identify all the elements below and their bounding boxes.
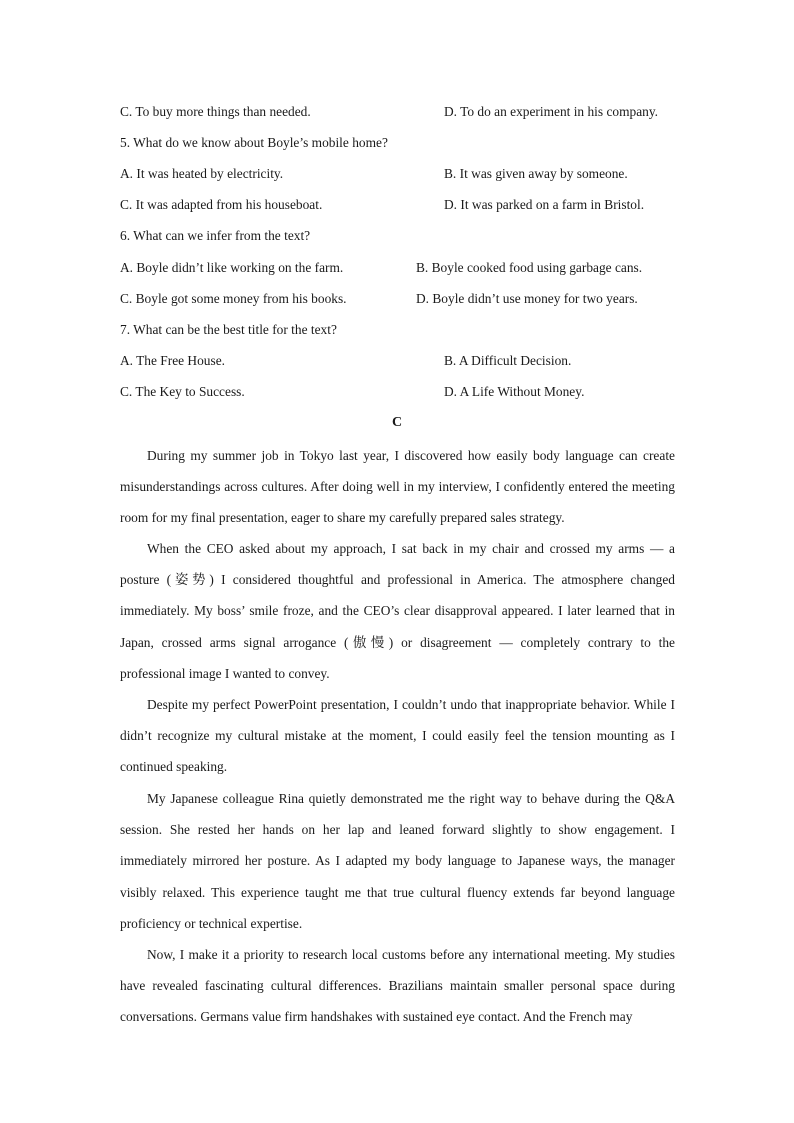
q6-option-c: C. Boyle got some money from his books. <box>120 291 347 306</box>
q6-stem: 6. What can we infer from the text? <box>120 228 311 243</box>
q4-option-d: D. To do an experiment in his company. <box>444 104 659 119</box>
q5-option-d: D. It was parked on a farm in Bristol. <box>444 197 645 212</box>
passage-paragraph-1: During my summer job in Tokyo last year, I discovered how easily body language can create misunderstandings across cultures. After doing well in my interview, I confidently entered the meeting room for my final presentation, eager to share my carefully prepared sales strategy. <box>120 448 675 526</box>
q7-stem: 7. What can be the best title for the text? <box>120 322 337 337</box>
q5-option-a: A. It was heated by electricity. <box>120 166 284 181</box>
passage-paragraph-4: My Japanese colleague Rina quietly demonstrated me the right way to behave during the Q&A session. She rested her hands on her lap and leaned forward slightly to show engagement. I immediately mirrored her posture. As I adapted my body language to Japanese ways, the manager visibly relaxed. This experience taught me that true cultural fluency extends far beyond language proficiency or technical expertise. <box>120 791 675 931</box>
q7-option-b: B. A Difficult Decision. <box>444 353 572 368</box>
passage-paragraph-3: Despite my perfect PowerPoint presentation, I couldn’t undo that inappropriate behavior. While I didn’t recognize my cultural mistake at the moment, I could easily feel the tension mounting as I continued speaking. <box>120 697 675 775</box>
q6-option-d: D. Boyle didn’t use money for two years. <box>416 291 638 306</box>
q6-option-a: A. Boyle didn’t like working on the farm. <box>120 260 344 275</box>
q7-option-c: C. The Key to Success. <box>120 384 245 399</box>
section-heading: C <box>391 415 403 430</box>
q7-option-d: D. A Life Without Money. <box>444 384 585 399</box>
q5-option-b: B. It was given away by someone. <box>444 166 628 181</box>
passage-paragraph-5: Now, I make it a priority to research local customs before any international meeting. My studies have revealed fascinating cultural differences. Brazilians maintain smaller personal space during conversations. Germans value firm handshakes with sustained eye contact. And the French may <box>120 947 675 1025</box>
q5-stem: 5. What do we know about Boyle’s mobile home? <box>120 135 388 150</box>
q6-option-b: B. Boyle cooked food using garbage cans. <box>416 260 643 275</box>
passage-paragraph-2: When the CEO asked about my approach, I sat back in my chair and crossed my arms — a posture (姿势) I considered thoughtful and professional in America. The atmosphere changed immediately. My boss’ smile froze, and the CEO’s clear disapproval appeared. I later learned that in Japan, crossed arms signal arrogance (傲慢) or disagreement — completely contrary to the professional image I wanted to convey. <box>120 541 675 681</box>
q7-option-a: A. The Free House. <box>120 353 225 368</box>
q5-option-c: C. It was adapted from his houseboat. <box>120 197 323 212</box>
q4-option-c: C. To buy more things than needed. <box>120 104 311 119</box>
